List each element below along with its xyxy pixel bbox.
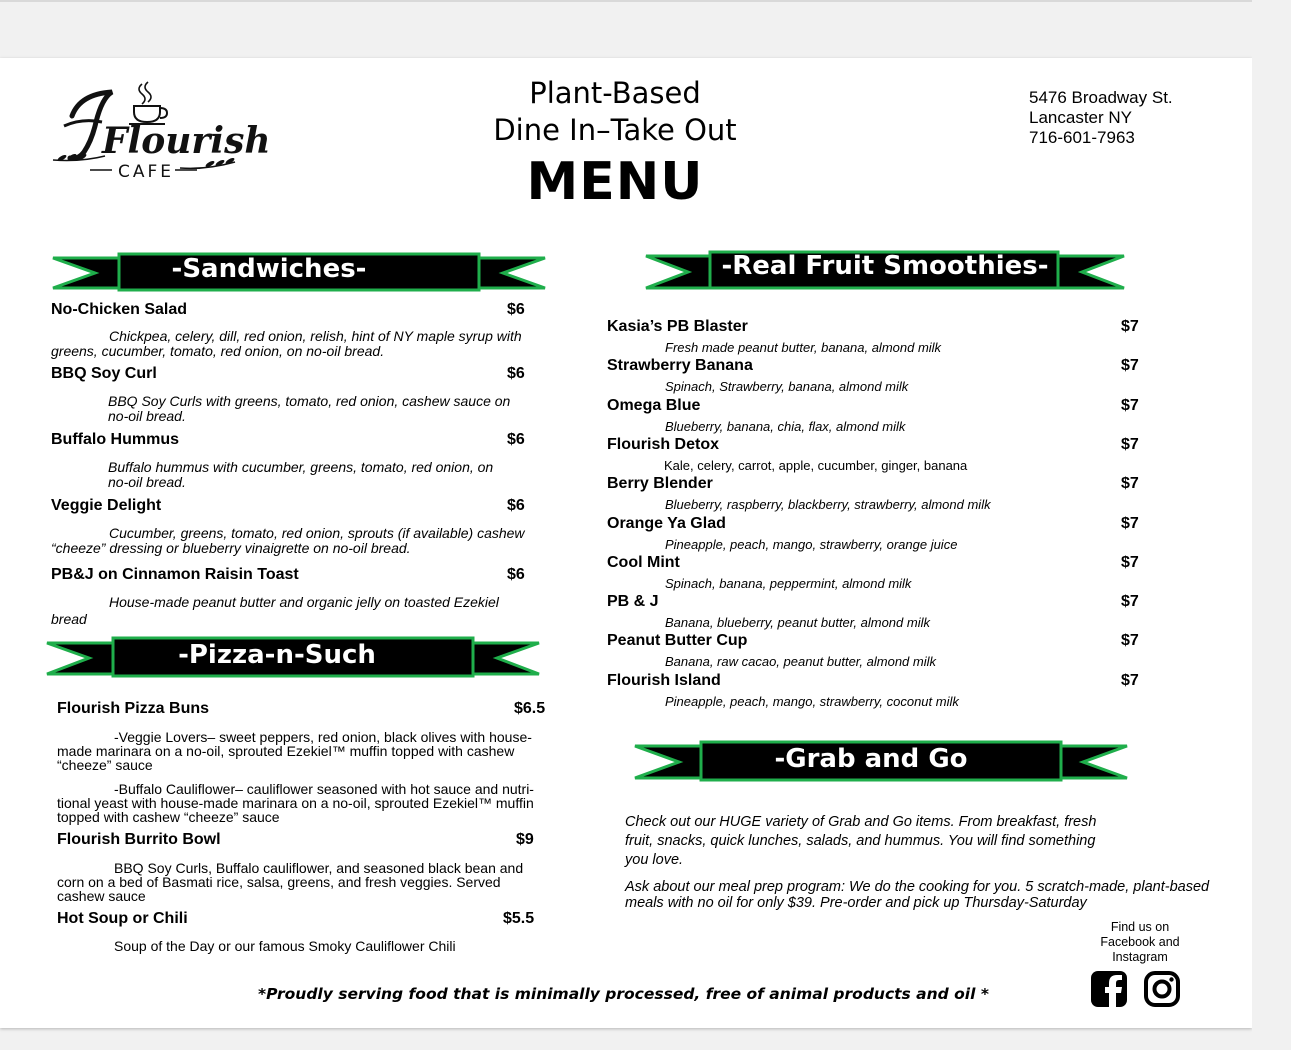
- smoothie-price: $7: [1121, 436, 1139, 453]
- smoothie-name: Flourish Island: [607, 672, 721, 689]
- smoothie-price: $7: [1121, 593, 1139, 610]
- sandwich-description: House-made peanut butter and organic jelly on toasted Ezekiel bread: [51, 594, 499, 627]
- pizza-item-price: $9: [516, 831, 534, 848]
- logo-cafe-text: CAFE: [118, 162, 175, 182]
- smoothie-name: Strawberry Banana: [607, 357, 753, 374]
- smoothie-price: $7: [1121, 318, 1139, 335]
- address-street: 5476 Broadway St.: [1029, 88, 1173, 107]
- smoothie-description: Pineapple, peach, mango, strawberry, coconut milk: [665, 694, 959, 709]
- header-line-1: Plant-Based: [529, 76, 701, 110]
- header-line-2: Dine In–Take Out: [493, 113, 737, 147]
- grab-and-go-heading: -Grab and Go: [774, 744, 968, 774]
- sandwiches-banner: [53, 250, 545, 294]
- sandwich-name: BBQ Soy Curl: [51, 365, 157, 382]
- smoothie-name: Kasia’s PB Blaster: [607, 318, 748, 335]
- sandwich-price: $6: [507, 301, 525, 318]
- cafe-address: [1029, 88, 1173, 148]
- sandwich-description: Cucumber, greens, tomato, red onion, sprouts (if available) cashew “cheeze” dressing or blueberry vinaigrette on no-oil bread.: [51, 525, 525, 556]
- smoothie-description: Blueberry, banana, chia, flax, almond milk: [665, 419, 906, 434]
- smoothie-price: $7: [1121, 515, 1139, 532]
- sandwich-name: Veggie Delight: [51, 497, 162, 514]
- meal-prep-paragraph: Ask about our meal prep program: We do the cooking for you. 5 scratch-made, plant-based meals with no oil for only $39. Pre-order and pick up Thursday-Saturday: [625, 879, 1210, 911]
- instagram-icon[interactable]: [1143, 970, 1181, 1008]
- smoothie-price: $7: [1121, 632, 1139, 649]
- smoothie-description: Kale, celery, carrot, apple, cucumber, ginger, banana: [664, 458, 968, 473]
- pizza-banner: [47, 634, 539, 680]
- sandwich-name: Buffalo Hummus: [51, 431, 179, 448]
- smoothie-name: Omega Blue: [607, 397, 701, 414]
- pizza-item-name: Flourish Burrito Bowl: [57, 831, 221, 848]
- address-city: Lancaster NY: [1029, 108, 1132, 127]
- smoothie-price: $7: [1121, 672, 1139, 689]
- flourish-cafe-logo: [50, 78, 271, 183]
- smoothie-description: Fresh made peanut butter, banana, almond milk: [665, 340, 942, 355]
- sandwich-price: $6: [507, 566, 525, 583]
- menu-title: MENU: [526, 152, 704, 212]
- sandwich-description: BBQ Soy Curls with greens, tomato, red onion, cashew sauce on no-oil bread.: [108, 393, 511, 424]
- smoothie-price: $7: [1121, 554, 1139, 571]
- smoothie-name: Flourish Detox: [607, 436, 720, 453]
- soup-description: Soup of the Day or our famous Smoky Cauliflower Chili: [114, 938, 456, 954]
- footer-tagline: *Proudly serving food that is minimally processed, free of animal products and oil *: [258, 985, 989, 1003]
- pizza-item-price: $6.5: [514, 700, 546, 717]
- smoothie-name: PB & J: [607, 593, 659, 610]
- viewer-background: [1252, 0, 1291, 1050]
- sandwich-price: $6: [507, 365, 525, 382]
- find-us-text: Find us on Facebook and Instagram: [1100, 920, 1180, 964]
- sandwich-name: No-Chicken Salad: [51, 301, 188, 318]
- logo-script-text: Flourish: [102, 120, 271, 162]
- viewer-top-border: [0, 0, 1291, 2]
- pizza-item-price: $5.5: [503, 910, 535, 927]
- facebook-icon[interactable]: [1090, 970, 1128, 1008]
- smoothie-name: Peanut Butter Cup: [607, 632, 748, 649]
- smoothie-name: Orange Ya Glad: [607, 515, 726, 532]
- smoothie-name: Berry Blender: [607, 475, 713, 492]
- sandwich-price: $6: [507, 431, 525, 448]
- grab-and-go-paragraph: Check out our HUGE variety of Grab and Go items. From breakfast, fresh fruit, snacks, quick lunches, salads, and hummus. You will find something you love.: [625, 814, 1097, 868]
- smoothie-description: Spinach, banana, peppermint, almond milk: [665, 576, 912, 591]
- smoothie-description: Spinach, Strawberry, banana, almond milk: [665, 379, 909, 394]
- pizza-heading: -Pizza-n-Such: [178, 640, 376, 670]
- smoothie-description: Banana, raw cacao, peanut butter, almond milk: [665, 654, 936, 669]
- smoothie-description: Blueberry, raspberry, blackberry, strawberry, almond milk: [665, 497, 991, 512]
- smoothies-banner: [646, 248, 1124, 294]
- smoothie-price: $7: [1121, 357, 1139, 374]
- smoothie-price: $7: [1121, 397, 1139, 414]
- pizza-item-name: Hot Soup or Chili: [57, 910, 188, 927]
- burrito-bowl-description: BBQ Soy Curls, Buffalo cauliflower, and seasoned black bean and corn on a bed of Basmati rice, salsa, greens, and fresh veggies. Served cashew sauce: [57, 860, 524, 904]
- buffalo-cauliflower-description: -Buffalo Cauliflower– cauliflower seasoned with hot sauce and nutri- tional yeast with house-made marinara on a no-oil, sprouted Ezekiel™ muffin topped with cashew “cheeze” sauce: [57, 781, 534, 825]
- smoothie-price: $7: [1121, 475, 1139, 492]
- sandwiches-heading: -Sandwiches-: [171, 254, 367, 284]
- sandwich-price: $6: [507, 497, 525, 514]
- address-phone: 716-601-7963: [1029, 128, 1135, 147]
- veggie-lovers-description: -Veggie Lovers– sweet peppers, red onion, black olives with house- made marinara on a no-oil, sprouted Ezekiel™ muffin topped with cashew “cheeze” sauce: [57, 729, 532, 773]
- sandwich-name: PB&J on Cinnamon Raisin Toast: [51, 566, 299, 583]
- smoothie-description: Banana, blueberry, peanut butter, almond milk: [665, 615, 930, 630]
- grab-and-go-banner: [635, 738, 1127, 784]
- smoothie-description: Pineapple, peach, mango, strawberry, orange juice: [665, 537, 958, 552]
- sandwich-description: Chickpea, celery, dill, red onion, relish, hint of NY maple syrup with greens, cucumber, tomato, red onion, on no-oil bread.: [51, 328, 522, 359]
- sandwich-description: Buffalo hummus with cucumber, greens, tomato, red onion, on no-oil bread.: [108, 459, 494, 490]
- pizza-item-name: Flourish Pizza Buns: [57, 700, 210, 717]
- smoothies-heading: -Real Fruit Smoothies-: [721, 251, 1049, 281]
- smoothie-name: Cool Mint: [607, 554, 680, 571]
